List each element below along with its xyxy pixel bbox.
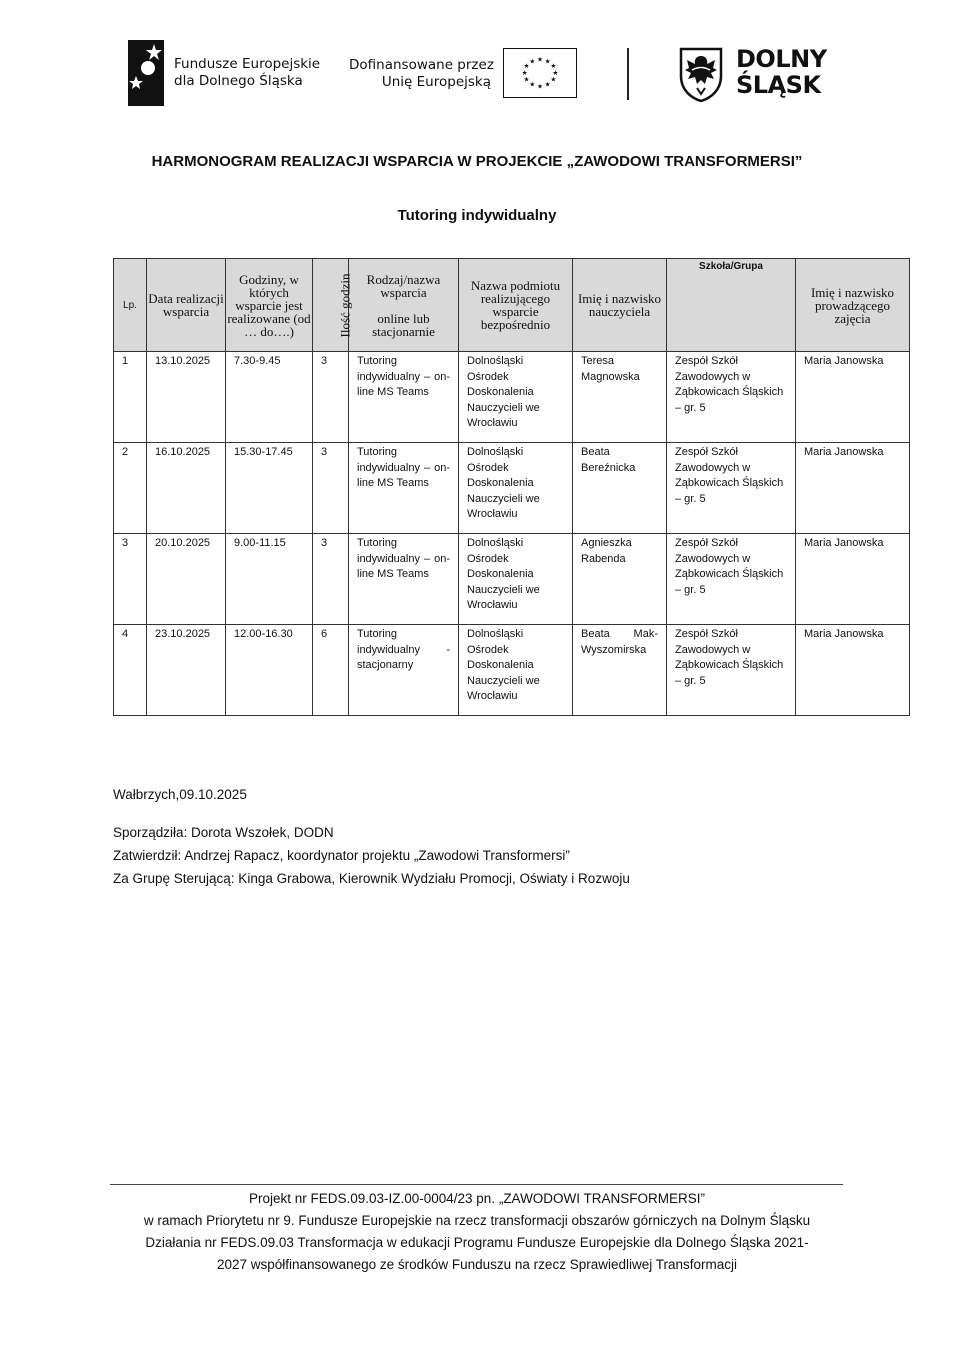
svg-text:★: ★ (523, 75, 530, 84)
eu-flag-icon (503, 48, 577, 98)
fe-logo-line1: Fundusze Europejskie (174, 56, 321, 72)
header-leader: Imię i nazwisko prowadzącego zajęcia (796, 259, 910, 352)
cell-entity: Dolnośląski Ośrodek Doskonalenia Nauczycieli we Wrocławiu (459, 443, 573, 534)
footer-divider (110, 1184, 843, 1185)
cell-school: Zespół Szkół Zawodowych w Ząbkowicach Śląskich – gr. 5 (667, 625, 796, 716)
document-subtitle: Tutoring indywidualny (397, 207, 557, 224)
cell-hours: 9.00-11.15 (226, 534, 313, 625)
table-row (114, 352, 910, 443)
svg-text:★: ★ (536, 55, 544, 64)
fe-star-flag-icon (128, 40, 164, 106)
footer-line-1: Projekt nr FEDS.09.03-IZ.00-0004/23 pn. „ZAWODOWI TRANSFORMERSI” (248, 1191, 706, 1206)
cell-count: 3 (313, 534, 349, 625)
svg-text:★: ★ (544, 80, 551, 89)
cell-teacher: Beata Mak-Wyszomirska (573, 625, 667, 716)
cell-lp: 3 (114, 534, 147, 625)
footer-line-4: 2027 współfinansowanego ze środków Funduszu na rzecz Sprawiedliwej Transformacji (216, 1257, 737, 1272)
svg-text:★: ★ (529, 57, 536, 66)
header-type-line2: online lub stacjonarnie (372, 310, 435, 339)
header-type (349, 259, 459, 352)
table-row (114, 534, 910, 625)
cell-type: Tutoring indywidualny – on-line MS Teams (349, 443, 459, 534)
cell-school: Zespół Szkół Zawodowych w Ząbkowicach Śląskich – gr. 5 (667, 443, 796, 534)
header-lp: Lp. (114, 259, 147, 352)
cell-type: Tutoring indywidualny – on-line MS Teams (349, 534, 459, 625)
table-header-row (114, 259, 910, 352)
footer-line-3: Działania nr FEDS.09.03 Transformacja w edukacji Programu Fundusze Europejskie dla Dolnego Śląska 2021- (145, 1235, 809, 1250)
header-type-line1: Rodzaj/nazwa wsparcia (366, 271, 441, 300)
cell-hours: 12.00-16.30 (226, 625, 313, 716)
header-hours: Godziny, w których wsparcie jest realizowane (od … do….) (226, 259, 313, 352)
cell-entity: Dolnośląski Ośrodek Doskonalenia Nauczycieli we Wrocławiu (459, 352, 573, 443)
cell-date: 20.10.2025 (147, 534, 226, 625)
footer (100, 1188, 854, 1276)
header-divider (627, 48, 629, 100)
svg-text:★: ★ (550, 75, 557, 84)
header-entity: Nazwa podmiotu realizującego wsparcie bezpośrednio (459, 259, 573, 352)
cell-date: 16.10.2025 (147, 443, 226, 534)
cell-lp: 4 (114, 625, 147, 716)
fe-logo (128, 40, 328, 106)
cell-leader: Maria Janowska (796, 625, 910, 716)
cell-teacher: Teresa Magnowska (573, 352, 667, 443)
cell-count: 3 (313, 443, 349, 534)
dolny-slask-logo (678, 46, 848, 104)
eu-logo-line1: Dofinansowane przez (349, 57, 494, 73)
cell-entity: Dolnośląski Ośrodek Doskonalenia Nauczycieli we Wrocławiu (459, 534, 573, 625)
cell-count: 3 (313, 352, 349, 443)
cell-type: Tutoring indywidualny – on-line MS Teams (349, 352, 459, 443)
cell-date: 23.10.2025 (147, 625, 226, 716)
footer-line-2: w ramach Priorytetu nr 9. Fundusze Europejskie na rzecz transformacji obszarów górniczych na Dolnym Śląsku (143, 1213, 811, 1228)
place-date: Wałbrzych,09.10.2025 (113, 787, 247, 802)
cell-school: Zespół Szkół Zawodowych w Ząbkowicach Śląskich – gr. 5 (667, 534, 796, 625)
table-row (114, 625, 910, 716)
cell-date: 13.10.2025 (147, 352, 226, 443)
eu-logo-line2: Unię Europejską (381, 74, 491, 90)
svg-text:★: ★ (523, 62, 530, 71)
ds-logo-line2: ŚLĄSK (736, 71, 821, 99)
cell-hours: 7.30-9.45 (226, 352, 313, 443)
cell-type: Tutoring indywidualny - stacjonarny (349, 625, 459, 716)
eagle-crest-icon (678, 46, 724, 102)
signature-prepared-by: Sporządziła: Dorota Wszołek, DODN (113, 825, 334, 840)
signature-approved-by: Zatwierdził: Andrzej Rapacz, koordynator projektu „Zawodowi Transformersi” (113, 848, 570, 863)
eu-logo (349, 48, 581, 100)
signature-steering-group: Za Grupę Sterującą: Kinga Grabowa, Kierownik Wydziału Promocji, Oświaty i Rozwoju (113, 871, 630, 886)
cell-teacher: Beata Bereźnicka (573, 443, 667, 534)
cell-leader: Maria Janowska (796, 443, 910, 534)
fe-logo-line2: dla Dolnego Śląska (174, 73, 303, 89)
ds-logo-line1: DOLNY (736, 45, 827, 73)
cell-entity: Dolnośląski Ośrodek Doskonalenia Nauczycieli we Wrocławiu (459, 625, 573, 716)
table-row (114, 443, 910, 534)
schedule-table (113, 258, 910, 716)
svg-text:★: ★ (544, 57, 551, 66)
cell-lp: 2 (114, 443, 147, 534)
svg-text:★: ★ (552, 68, 559, 77)
cell-teacher: Agnieszka Rabenda (573, 534, 667, 625)
header-count-label: Ilość godzin (337, 273, 353, 337)
svg-text:★: ★ (521, 68, 528, 77)
document-title: HARMONOGRAM REALIZACJI WSPARCIA W PROJEKCIE „ZAWODOWI TRANSFORMERSI” (151, 153, 803, 170)
svg-text:★: ★ (550, 62, 557, 71)
header-teacher: Imię i nazwisko nauczyciela (573, 259, 667, 352)
cell-leader: Maria Janowska (796, 534, 910, 625)
header-date: Data realizacji wsparcia (147, 259, 226, 352)
svg-text:★: ★ (529, 80, 536, 89)
header-school: Szkoła/Grupa (667, 259, 796, 352)
cell-school: Zespół Szkół Zawodowych w Ząbkowicach Śląskich – gr. 5 (667, 352, 796, 443)
cell-count: 6 (313, 625, 349, 716)
svg-text:★: ★ (536, 82, 544, 91)
cell-leader: Maria Janowska (796, 352, 910, 443)
header-count (313, 259, 353, 352)
cell-hours: 15.30-17.45 (226, 443, 313, 534)
cell-lp: 1 (114, 352, 147, 443)
